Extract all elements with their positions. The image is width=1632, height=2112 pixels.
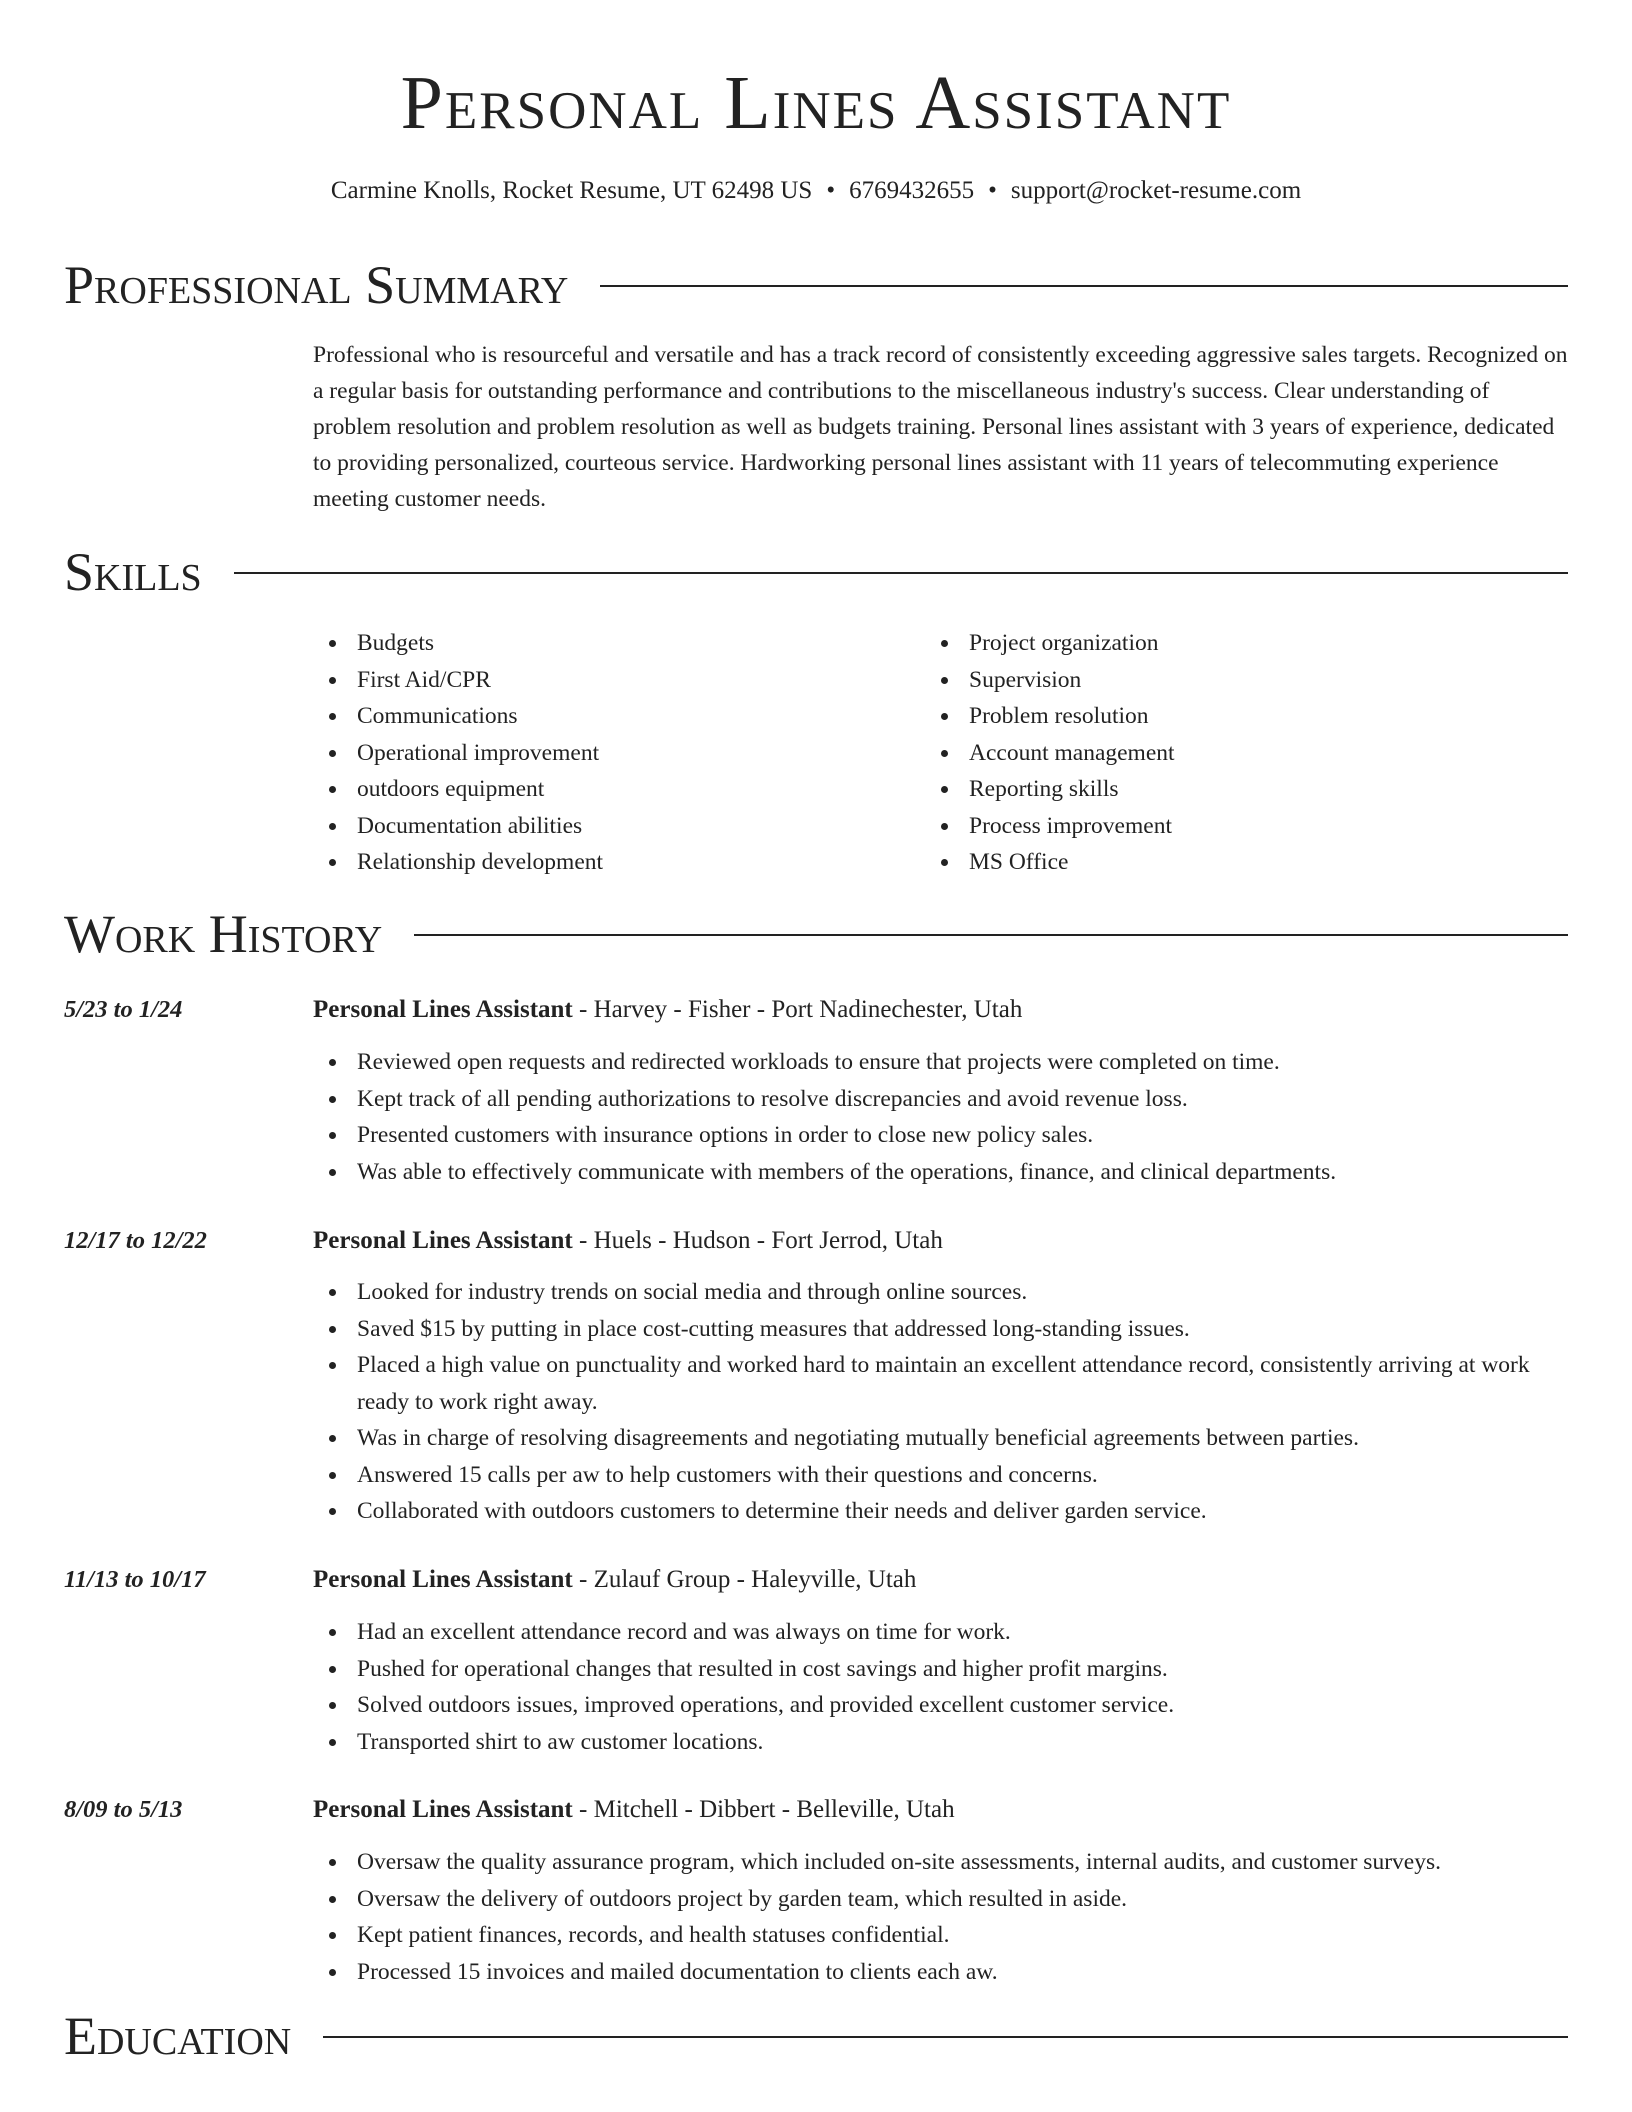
job-bullet-list — [313, 1044, 1568, 1190]
skill-item: Communications — [313, 698, 873, 735]
job-bullet: Kept patient finances, records, and health statuses confidential. — [313, 1917, 1568, 1954]
section-header-skills — [64, 541, 1568, 603]
skill-item: Supervision — [925, 662, 1485, 699]
job-bullet: Answered 15 calls per aw to help customers with their questions and concerns. — [313, 1457, 1568, 1494]
skill-item: First Aid/CPR — [313, 662, 873, 699]
job-bullet: Was able to effectively communicate with members of the operations, finance, and clinical departments. — [313, 1154, 1568, 1191]
job-bullet-list — [313, 1614, 1568, 1760]
job-bullet: Presented customers with insurance options in order to close new policy sales. — [313, 1117, 1568, 1154]
job-heading — [313, 1224, 943, 1258]
job-bullet: Saved $15 by putting in place cost-cutting measures that addressed long-standing issues. — [313, 1311, 1568, 1348]
skills-list-right — [925, 625, 1485, 881]
job-bullet: Looked for industry trends on social media and through online sources. — [313, 1274, 1568, 1311]
section-divider — [600, 285, 1568, 287]
skill-item: Project organization — [925, 625, 1485, 662]
job-bullet-list — [313, 1274, 1568, 1530]
job-dates: 11/13 to 10/17 — [64, 1566, 206, 1593]
contact-separator: • — [826, 177, 836, 204]
job-heading — [313, 1793, 955, 1827]
section-title-work-history: Work History — [64, 904, 383, 964]
job-details: - Harvey - Fisher - Port Nadinechester, Utah — [572, 996, 1023, 1023]
job-role: Personal Lines Assistant — [313, 1227, 573, 1254]
job-bullet: Transported shirt to aw customer locations. — [313, 1724, 1568, 1761]
skills-list-left — [313, 625, 873, 881]
job-bullet: Solved outdoors issues, improved operations, and provided excellent customer service. — [313, 1687, 1568, 1724]
section-title-summary: Professional Summary — [64, 255, 569, 315]
job-role: Personal Lines Assistant — [313, 1796, 573, 1823]
section-divider — [323, 2036, 1568, 2038]
skill-item: Operational improvement — [313, 735, 873, 772]
skill-item: Documentation abilities — [313, 808, 873, 845]
job-bullet: Reviewed open requests and redirected workloads to ensure that projects were completed on time. — [313, 1044, 1568, 1081]
job-role: Personal Lines Assistant — [313, 996, 573, 1023]
skill-item: Process improvement — [925, 808, 1485, 845]
job-details: - Zulauf Group - Haleyville, Utah — [572, 1566, 917, 1593]
contact-line — [0, 174, 1632, 208]
contact-phone: 6769432655 — [849, 177, 975, 204]
job-dates: 8/09 to 5/13 — [64, 1796, 183, 1823]
job-heading — [313, 1563, 916, 1597]
job-bullet: Had an excellent attendance record and was always on time for work. — [313, 1614, 1568, 1651]
job-bullet: Collaborated with outdoors customers to determine their needs and deliver garden service. — [313, 1493, 1568, 1530]
job-bullet: Pushed for operational changes that resulted in cost savings and higher profit margins. — [313, 1651, 1568, 1688]
contact-address: Carmine Knolls, Rocket Resume, UT 62498 US — [330, 177, 813, 204]
job-bullet: Oversaw the delivery of outdoors project by garden team, which resulted in aside. — [313, 1881, 1568, 1918]
skill-item: MS Office — [925, 844, 1485, 881]
contact-separator: • — [988, 177, 997, 204]
skill-item: Account management — [925, 735, 1485, 772]
job-details: - Huels - Hudson - Fort Jerrod, Utah — [572, 1227, 943, 1254]
job-bullet: Kept track of all pending authorizations to resolve discrepancies and avoid revenue loss. — [313, 1081, 1568, 1118]
skill-item: outdoors equipment — [313, 771, 873, 808]
section-title-education: Education — [64, 2006, 292, 2066]
job-bullet: Was in charge of resolving disagreements and negotiating mutually beneficial agreements between parties. — [313, 1420, 1568, 1457]
section-divider — [414, 934, 1568, 936]
job-bullet: Oversaw the quality assurance program, which included on-site assessments, internal audits, and customer surveys. — [313, 1844, 1568, 1881]
job-dates: 5/23 to 1/24 — [64, 996, 183, 1023]
summary-text: Professional who is resourceful and versatile and has a track record of consistently exceeding aggressive sales targets. Recognized on a regular basis for outstanding performance and contributions to the miscellaneous industry's success. Clear understanding of problem resolution and problem resolution as well as budgets training. Personal lines assistant with 3 years of experience, dedicated to providing personalized, courteous service. Hardworking personal lines assistant with 11 years of telecommuting experience meeting customer needs. — [313, 342, 1568, 512]
job-role: Personal Lines Assistant — [313, 1566, 573, 1593]
skill-item: Problem resolution — [925, 698, 1485, 735]
section-header-summary — [64, 254, 1568, 316]
skill-item: Reporting skills — [925, 771, 1485, 808]
job-bullet: Processed 15 invoices and mailed documentation to clients each aw. — [313, 1954, 1568, 1991]
job-bullet: Placed a high value on punctuality and worked hard to maintain an excellent attendance record, consistently arriving at work ready to work right away. — [313, 1347, 1568, 1420]
skill-item: Budgets — [313, 625, 873, 662]
section-divider — [234, 572, 1568, 574]
contact-email: support@rocket-resume.com — [1010, 177, 1302, 204]
job-bullet-list — [313, 1844, 1568, 1990]
job-details: - Mitchell - Dibbert - Belleville, Utah — [572, 1796, 955, 1823]
job-dates: 12/17 to 12/22 — [64, 1227, 207, 1254]
skill-item: Relationship development — [313, 844, 873, 881]
resume-title: Personal Lines Assistant — [400, 61, 1232, 145]
job-heading — [313, 993, 1022, 1027]
section-header-education — [64, 2005, 1568, 2067]
section-header-work-history — [64, 903, 1568, 965]
section-title-skills: Skills — [64, 542, 202, 602]
